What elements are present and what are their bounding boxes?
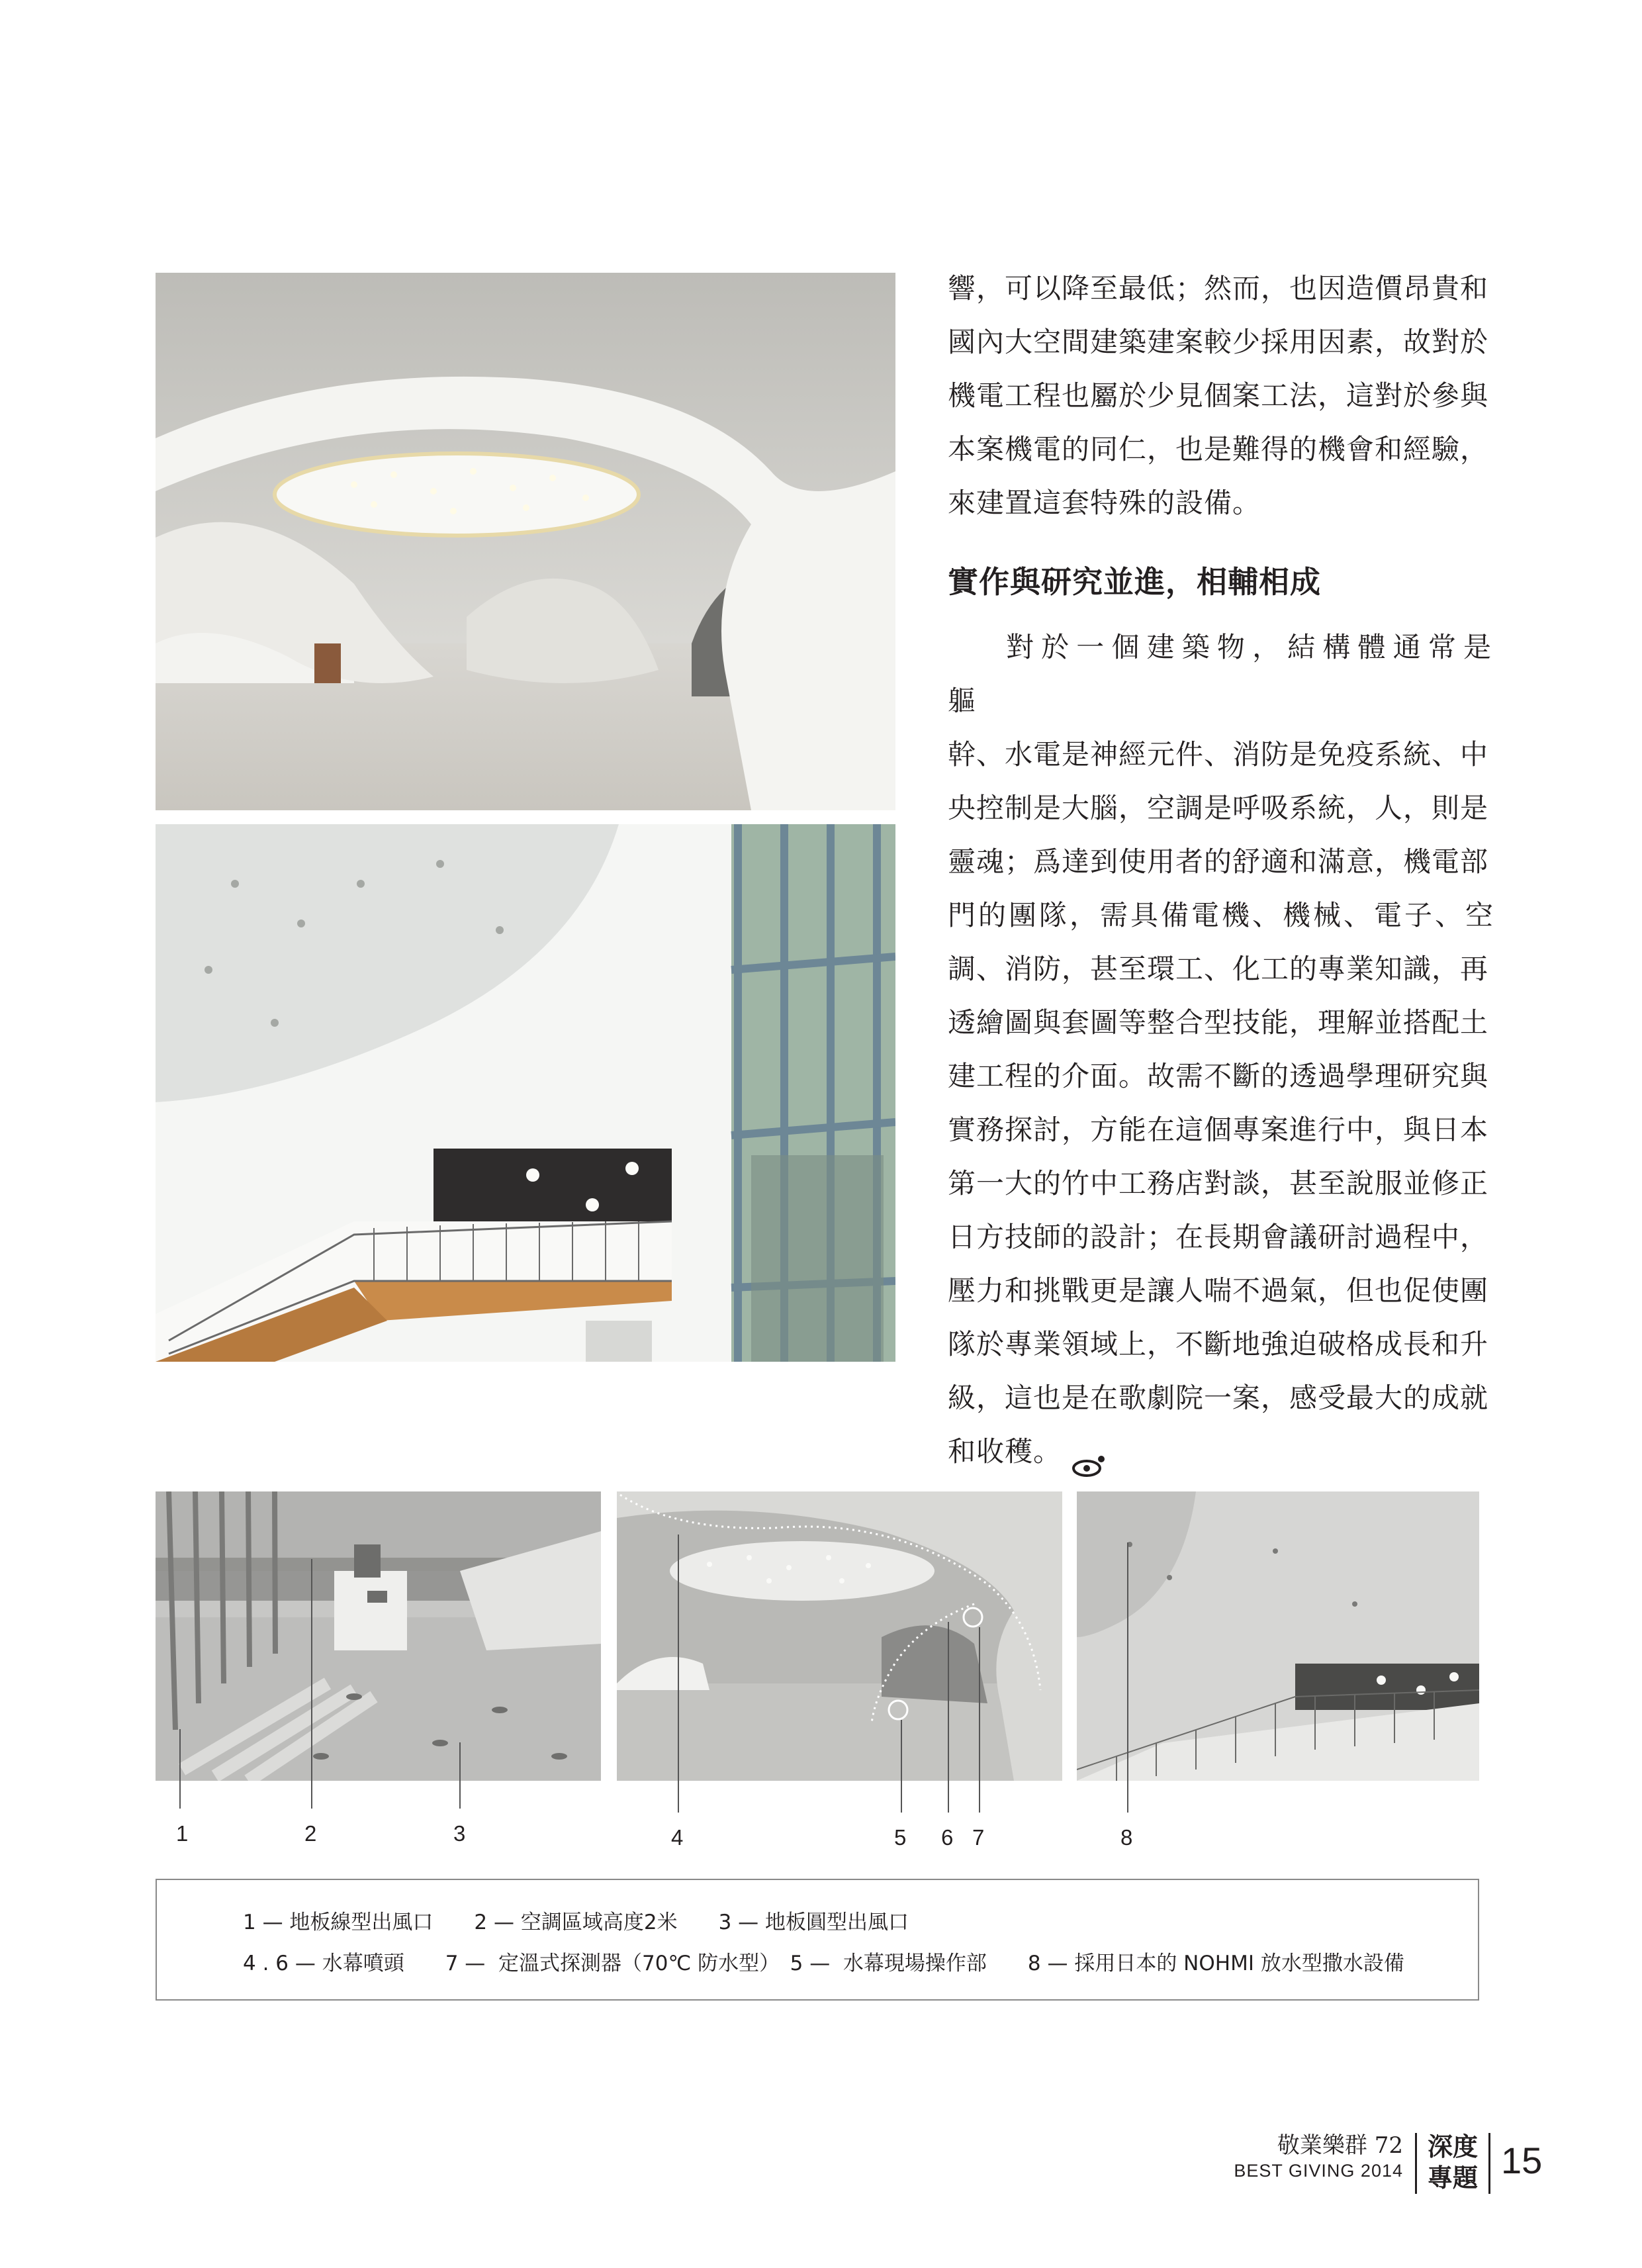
text-line: 建工程的介面。故需不斷的透過學理研究與: [948, 1060, 1489, 1092]
text-line: 調、消防，甚至環工、化工的專業知識，再: [948, 953, 1489, 985]
callout-number-6: 6: [941, 1825, 954, 1850]
text-line: 響，可以降至最低；然而，也因造價昂貴和: [948, 272, 1489, 305]
text-line: 來建置這套特殊的設備。: [948, 487, 1261, 519]
callout-number-4: 4: [671, 1825, 684, 1850]
callout-number-3: 3: [453, 1821, 466, 1846]
callout-leader-6: [948, 1622, 949, 1813]
footer-divider: [1415, 2133, 1417, 2194]
text-line: 門的團隊，需具備電機、機械、電子、空: [948, 899, 1496, 931]
footer-magazine-title: 敬業樂群 72: [1277, 2132, 1403, 2159]
body-text-column: [948, 261, 1497, 1478]
eye-ornament-icon: [1071, 1442, 1107, 1466]
footer-section-line-2: 專題: [1427, 2163, 1478, 2193]
text-line: 機電工程也屬於少見個案工法，這對於參與: [948, 379, 1489, 412]
text-line: 透繪圖與套圖等整合型技能，理解並搭配土: [948, 1006, 1489, 1039]
callout-leader-5: [901, 1720, 902, 1813]
paragraph-main: [948, 620, 1497, 1478]
text-line: 隊於專業領域上，不斷地強迫破格成長和升: [948, 1328, 1489, 1360]
callout-leader-1: [179, 1729, 181, 1809]
text-line: 級，這也是在歌劇院一案，感受最大的成就: [948, 1382, 1489, 1414]
callout-leader-2: [311, 1559, 312, 1809]
legend-box: [156, 1879, 1479, 2001]
page-number: 15: [1501, 2140, 1543, 2181]
callout-number-1: 1: [176, 1821, 189, 1846]
callout-number-2: 2: [304, 1821, 317, 1846]
text-line: 實務探討，方能在這個專案進行中，與日本: [948, 1113, 1489, 1146]
text-line: 對於一個建築物，結構體通常是軀: [948, 631, 1497, 717]
footer-section-label: [1423, 2131, 1482, 2193]
photo-ceiling-interior: [156, 273, 895, 810]
section-heading: 實作與研究並進，相輔相成: [948, 564, 1321, 600]
callout-number-7: 7: [972, 1825, 985, 1850]
photo-lobby-floor-vents: [156, 1491, 601, 1781]
photo-ceiling-water-curtain: [617, 1491, 1062, 1781]
callout-number-8: 8: [1120, 1825, 1133, 1850]
photo-balcony-sprinkler: [1077, 1491, 1479, 1781]
callout-leader-4: [678, 1535, 679, 1813]
legend-row-2: 4 . 6 — 水幕噴頭 7 — 定溫式探測器（70℃ 防水型） 5 — 水幕現場操作部 8 — 採用日本的 NOHMI 放水型撒水設備: [243, 1952, 1404, 1975]
text-line: 第一大的竹中工務店對談，甚至說服並修正: [948, 1167, 1489, 1200]
text-line: 幹、水電是神經元件、消防是免疫系統、中: [948, 738, 1489, 771]
photo-balcony-glass-wall: [156, 824, 895, 1362]
text-line: 國內大空間建築建案較少採用因素，故對於: [948, 326, 1489, 358]
footer-divider: [1488, 2133, 1490, 2194]
callout-number-5: 5: [894, 1825, 907, 1850]
callout-leader-7: [979, 1627, 980, 1813]
footer-subtitle: BEST GIVING 2014: [1234, 2161, 1403, 2181]
callout-leader-3: [459, 1742, 461, 1809]
text-line: 和收穫。: [948, 1435, 1062, 1468]
paragraph-intro: [948, 261, 1497, 530]
footer-section-line-1: 深度: [1427, 2132, 1478, 2161]
text-line: 央控制是大腦，空調是呼吸系統，人，則是: [948, 792, 1489, 824]
text-line: 日方技師的設計；在長期會議研討過程中，: [948, 1221, 1489, 1253]
text-line: 本案機電的同仁，也是難得的機會和經驗，: [948, 433, 1489, 465]
text-line: 靈魂；爲達到使用者的舒適和滿意，機電部: [948, 845, 1489, 878]
legend-row-1: 1 — 地板線型出風口 2 — 空調區域高度2米 3 — 地板圓型出風口: [243, 1911, 909, 1934]
callout-leader-8: [1127, 1542, 1128, 1813]
text-line: 壓力和挑戰更是讓人喘不過氣，但也促使團: [948, 1274, 1489, 1307]
